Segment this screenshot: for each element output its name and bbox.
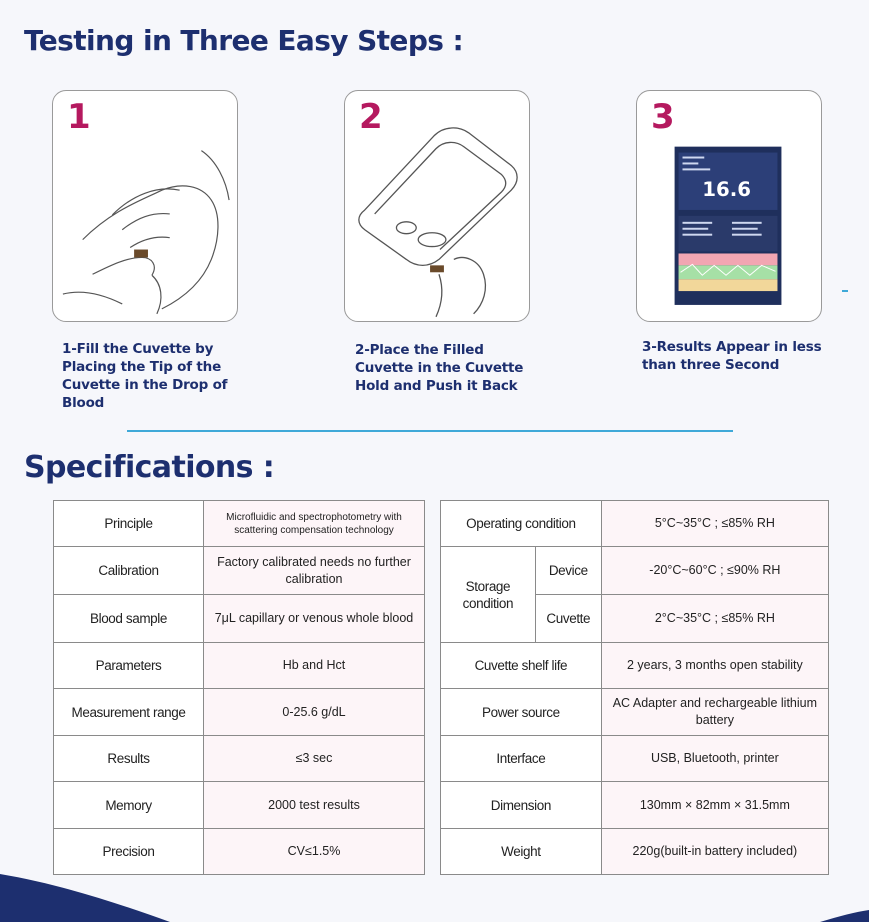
spec-label: Interface — [441, 736, 602, 782]
accent-dash — [842, 290, 848, 292]
spec-label: Dimension — [441, 782, 602, 829]
step-1-caption: 1-Fill the Cuvette by Placing the Tip of the Cuvette in the Drop of Blood — [62, 341, 228, 411]
spec-label: Weight — [441, 829, 602, 875]
table-row — [441, 782, 829, 829]
spec-label: Storage condition — [441, 547, 536, 643]
table-row — [54, 736, 425, 782]
spec-label: Calibration — [54, 547, 204, 595]
spec-label: Parameters — [54, 643, 204, 689]
spec-value: USB, Bluetooth, printer — [601, 736, 828, 782]
step-3-caption: 3-Results Appear in less than three Second — [642, 339, 822, 373]
step-2-card — [344, 90, 530, 322]
spec-label: Operating condition — [441, 501, 602, 547]
spec-sublabel: Device — [535, 547, 601, 595]
spec-label: Memory — [54, 782, 204, 829]
spec-value: 220g(built-in battery included) — [601, 829, 828, 875]
step-1-number: 1 — [67, 97, 91, 137]
spec-label: Precision — [54, 829, 204, 875]
table-row — [54, 689, 425, 736]
spec-value: Microfluidic and spectrophotometry with scattering compensation technology — [204, 501, 425, 547]
step-3-number: 3 — [651, 97, 675, 137]
spec-value: 130mm × 82mm × 31.5mm — [601, 782, 828, 829]
table-row — [54, 547, 425, 595]
spec-label: Measurement range — [54, 689, 204, 736]
spec-value: ≤3 sec — [204, 736, 425, 782]
device-reading: 16.6 — [702, 178, 752, 202]
spec-label: Results — [54, 736, 204, 782]
specs-table-right — [440, 500, 829, 875]
spec-value: 2°C~35°C ; ≤85% RH — [601, 595, 828, 643]
spec-sublabel: Cuvette — [535, 595, 601, 643]
spec-value: Factory calibrated needs no further calibration — [204, 547, 425, 595]
table-row — [54, 595, 425, 643]
table-row — [54, 501, 425, 547]
table-row — [441, 643, 829, 689]
spec-label: Power source — [441, 689, 602, 736]
step-3-card — [636, 90, 822, 322]
spec-value: CV≤1.5% — [204, 829, 425, 875]
table-row — [441, 547, 829, 595]
spec-value: 5°C~35°C ; ≤85% RH — [601, 501, 828, 547]
footer-wave — [0, 862, 869, 922]
table-row — [441, 501, 829, 547]
section-divider — [127, 430, 733, 432]
steps-heading: Testing in Three Easy Steps : — [24, 24, 464, 57]
specs-heading: Specifications : — [24, 450, 275, 485]
spec-value: 0-25.6 g/dL — [204, 689, 425, 736]
step-2-number: 2 — [359, 97, 383, 137]
specs-table-left — [53, 500, 425, 875]
spec-value: 2000 test results — [204, 782, 425, 829]
table-row — [441, 736, 829, 782]
spec-value: 2 years, 3 months open stability — [601, 643, 828, 689]
spec-value: AC Adapter and rechargeable lithium battery — [601, 689, 828, 736]
table-row — [441, 689, 829, 736]
step-1-card — [52, 90, 238, 322]
spec-value: Hb and Hct — [204, 643, 425, 689]
table-row — [54, 643, 425, 689]
spec-label: Cuvette shelf life — [441, 643, 602, 689]
spec-value: -20°C~60°C ; ≤90% RH — [601, 547, 828, 595]
spec-value: 7μL capillary or venous whole blood — [204, 595, 425, 643]
spec-label: Blood sample — [54, 595, 204, 643]
step-2-caption: 2-Place the Filled Cuvette in the Cuvette Hold and Push it Back — [355, 342, 524, 394]
spec-label: Principle — [54, 501, 204, 547]
table-row — [54, 782, 425, 829]
